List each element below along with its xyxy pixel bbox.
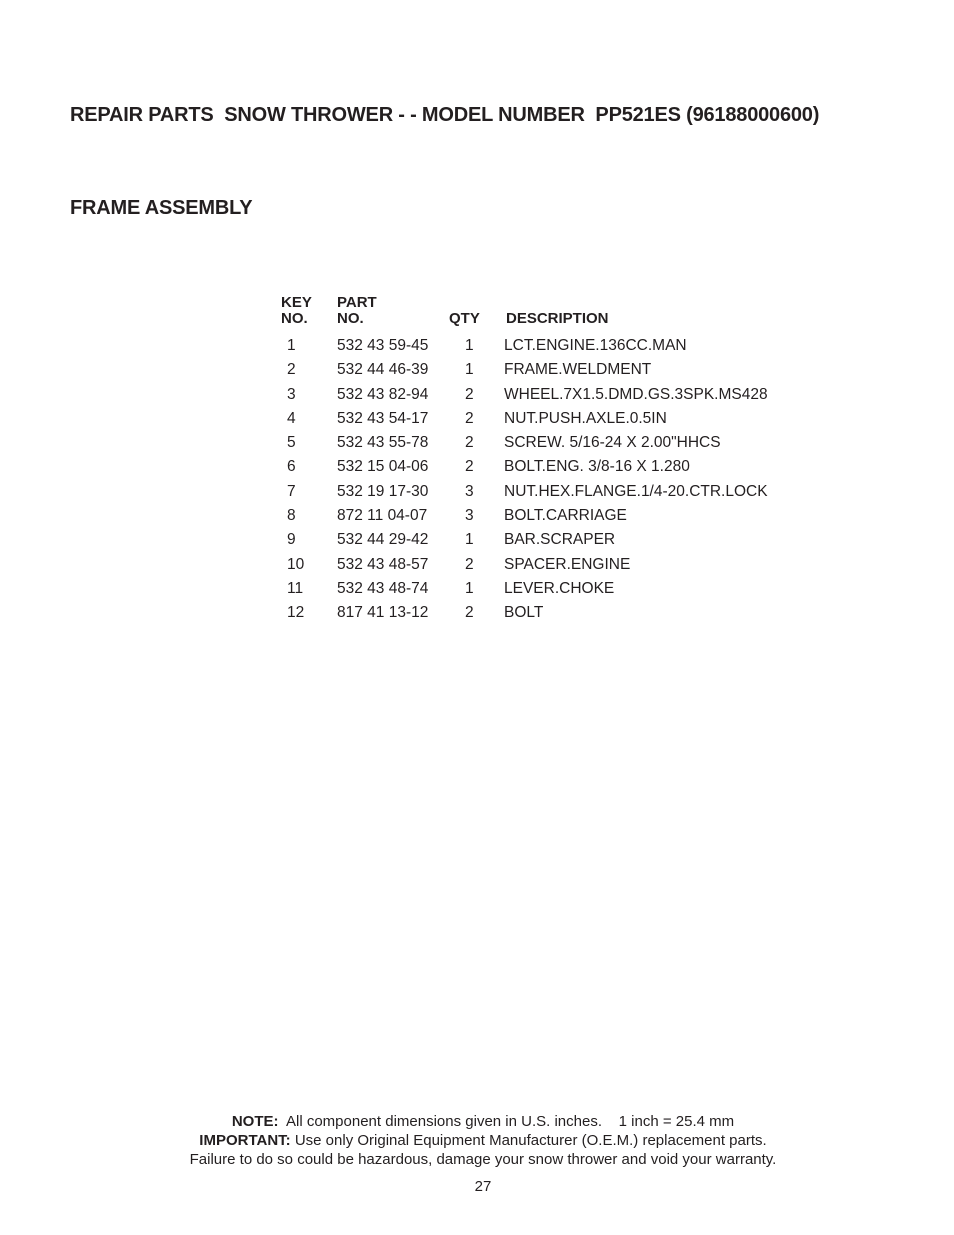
row-qty: 2: [465, 434, 474, 452]
row-part-number: 532 19 17-30: [337, 482, 429, 500]
row-key: 3: [287, 385, 296, 403]
page-number: 27: [474, 1178, 492, 1195]
header-key-bottom: NO.: [281, 310, 308, 327]
header-part-bottom: NO.: [337, 310, 364, 327]
row-qty: 3: [465, 507, 474, 525]
row-description: SCREW. 5/16-24 X 2.00"HHCS: [504, 434, 721, 452]
page-title: [70, 38, 819, 255]
important-text: Use only Original Equipment Manufacturer (O.E.M.) replacement parts.: [290, 1132, 767, 1149]
row-key: 1: [287, 337, 296, 354]
row-description: FRAME.WELDMENT: [504, 361, 652, 379]
row-key: 10: [287, 555, 305, 573]
row-part-number: 532 43 82-94: [337, 385, 429, 403]
row-key: 11: [287, 579, 304, 597]
row-qty: 2: [465, 409, 474, 427]
row-key: 2: [287, 361, 296, 379]
row-key: 7: [287, 482, 296, 500]
row-part-number: 817 41 13-12: [337, 604, 429, 622]
row-description: SPACER.ENGINE: [504, 555, 631, 573]
title-line-1: REPAIR PARTS SNOW THROWER - - MODEL NUMBER PP521ES (96188000600): [70, 104, 820, 126]
row-description: BOLT: [504, 604, 544, 622]
header-key-top: KEY: [281, 294, 312, 311]
row-description: WHEEL.7X1.5.DMD.GS.3SPK.MS428: [504, 385, 768, 403]
title-line-2: FRAME ASSEMBLY: [70, 197, 253, 219]
row-key: 9: [287, 531, 296, 549]
row-part-number: 872 11 04-07: [337, 507, 428, 525]
note-line: [0, 1112, 954, 1131]
important-label: IMPORTANT:: [199, 1132, 291, 1149]
footer-notes: [0, 1112, 954, 1169]
row-part-number: 532 43 48-57: [337, 555, 429, 573]
row-description: LEVER.CHOKE: [504, 579, 615, 597]
row-part-number: 532 43 48-74: [337, 579, 429, 597]
row-key: 5: [287, 434, 296, 452]
row-part-number: 532 15 04-06: [337, 458, 429, 476]
note-text: All component dimensions given in U.S. inches. 1 inch = 25.4 mm: [278, 1113, 735, 1130]
warning-line: Failure to do so could be hazardous, damage your snow thrower and void your warranty.: [189, 1151, 777, 1168]
row-part-number: 532 44 29-42: [337, 531, 429, 549]
row-qty: 2: [465, 555, 474, 573]
row-qty: 1: [465, 531, 474, 549]
row-qty: 1: [465, 579, 474, 597]
row-description: BOLT.ENG. 3/8-16 X 1.280: [504, 458, 690, 476]
row-key: 6: [287, 458, 296, 476]
header-qty: QTY: [449, 310, 480, 327]
row-key: 4: [287, 409, 296, 427]
row-description: BOLT.CARRIAGE: [504, 507, 627, 525]
row-qty: 3: [465, 482, 474, 500]
row-qty: 2: [465, 458, 474, 476]
row-qty: 1: [465, 361, 474, 379]
header-part-top: PART: [337, 294, 377, 311]
important-line: [0, 1131, 954, 1150]
row-description: NUT.HEX.FLANGE.1/4-20.CTR.LOCK: [504, 482, 768, 500]
row-part-number: 532 44 46-39: [337, 361, 429, 379]
row-part-number: 532 43 54-17: [337, 409, 429, 427]
row-description: LCT.ENGINE.136CC.MAN: [504, 337, 687, 354]
row-part-number: 532 43 59-45: [337, 337, 429, 354]
note-label: NOTE:: [231, 1113, 279, 1130]
row-qty: 1: [465, 337, 474, 354]
row-part-number: 532 43 55-78: [337, 434, 429, 452]
row-qty: 2: [465, 604, 474, 622]
row-key: 12: [287, 604, 305, 622]
header-description: DESCRIPTION: [506, 310, 609, 327]
row-description: BAR.SCRAPER: [504, 531, 616, 549]
row-key: 8: [287, 507, 296, 525]
row-qty: 2: [465, 385, 474, 403]
row-description: NUT.PUSH.AXLE.0.5IN: [504, 409, 667, 427]
